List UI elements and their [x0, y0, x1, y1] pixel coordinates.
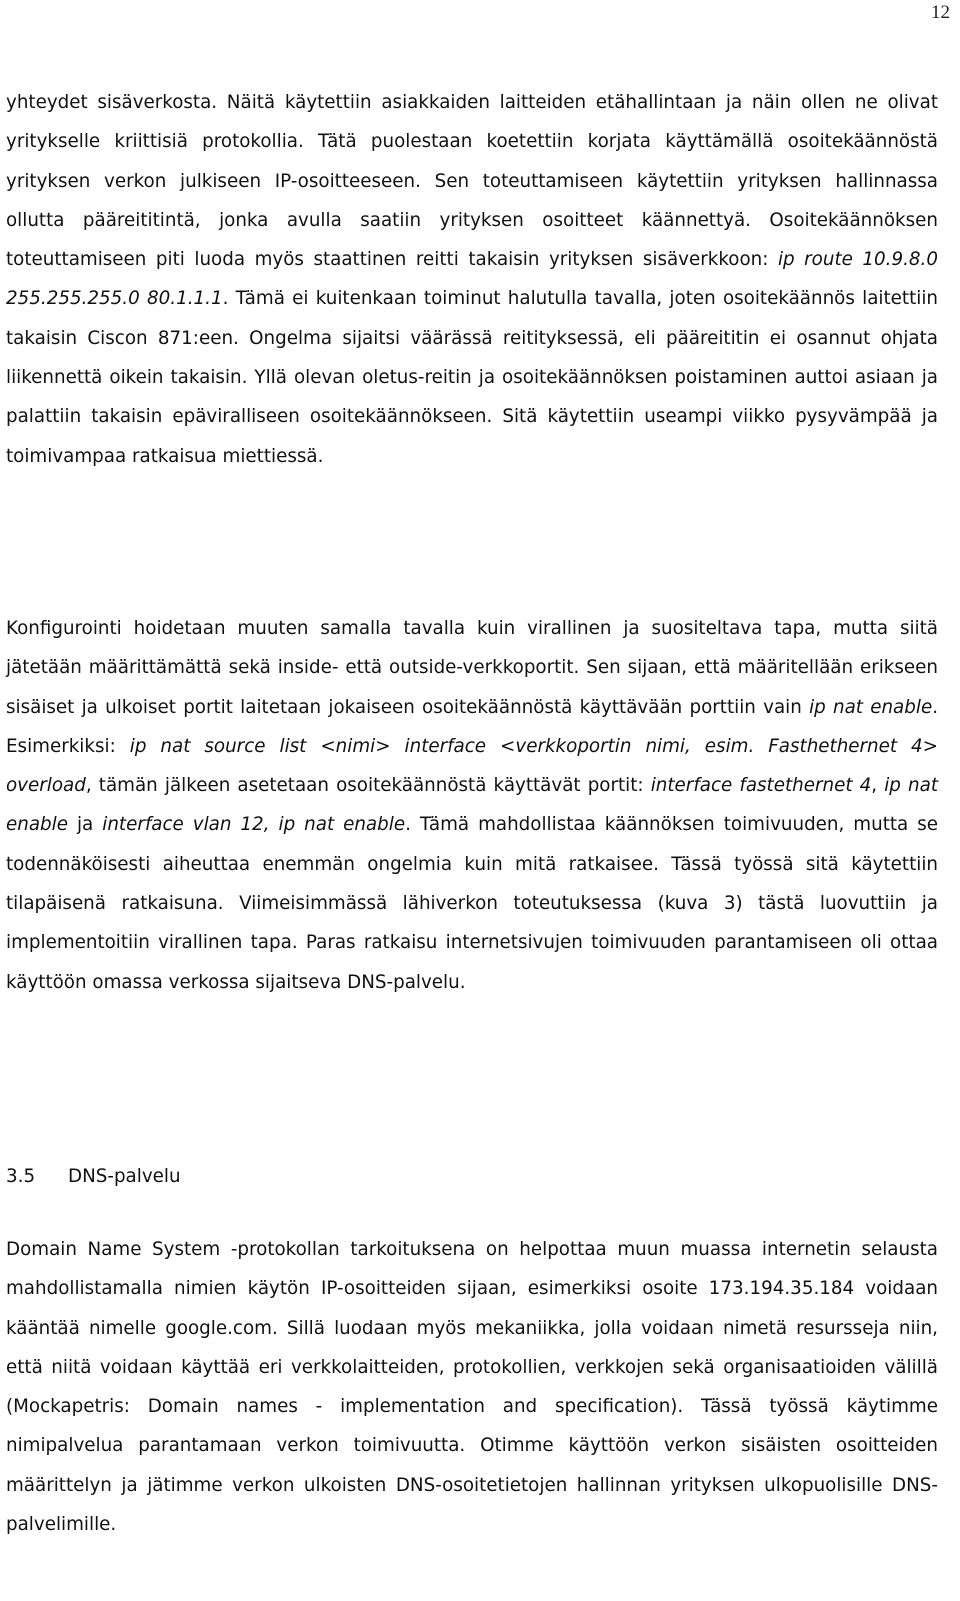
paragraph-nat-routing [6, 83, 938, 476]
command-interface-vlan: interface vlan 12, ip nat enable [102, 814, 406, 836]
page-number: 12 [931, 2, 950, 23]
text-run: . Tämä ei kuitenkaan toiminut halutulla tavalla, joten osoitekäännös laitettiin takaisin Ciscon 871:een. Ongelma sijaitsi väärässä reitityksessä, eli pääreititin ei osannut ohjata liikennettä oikein takaisin. Yllä olevan oletus-reitin ja osoitekäännöksen poistaminen auttoi asiaan ja palattiin takaisin epäviralliseen osoitekäännökseen. Sitä käytettiin useampi viikko pysyvämpää ja toimivampaa ratkaisua miettiessä. [6, 288, 938, 467]
paragraph-nat-configuration [6, 609, 938, 1002]
text-run: , tämän jälkeen asetetaan osoitekäännöstä käyttävät portit: [85, 775, 651, 797]
text-run: . Esimerkiksi: [6, 696, 939, 757]
command-ip-route: ip route 10.9.8.0 255.255.255.0 80.1.1.1 [6, 249, 938, 310]
text-run: yhteydet sisäverkosta. Näitä käytettiin asiakkaiden laitteiden etähallintaan ja näin ollen ne olivat yritykselle kriittisiä protokollia. Tätä puolestaan koetettiin korjata käyttämällä osoitekäännöstä yrityksen verkon julkiseen IP-osoitteeseen. Sen toteuttamiseen käytettiin yrityksen hallinnassa ollutta pääreititintä, jonka avulla saatiin yrityksen osoitteet käännettyä. Osoitekäännöksen toteuttamiseen piti luoda myös staattinen reitti takaisin yrityksen sisäverkkoon: [6, 92, 938, 271]
text-run: . Tämä mahdollistaa käännöksen toimivuuden, mutta se todennäköisesti aiheuttaa enemmän ongelmia kuin mitä ratkaisee. Tässä työssä sitä käytettiin tilapäisenä ratkaisuna. Viimeisimmässä lähiverkon toteutuksessa (kuva 3) tästä luovuttiin ja implementoitiin virallinen tapa. Paras ratkaisu internetsivujen toimivuuden parantamiseen oli ottaa käyttöön omassa verkossa sijaitseva DNS-palvelu. [6, 814, 938, 993]
command-ip-nat-enable: ip nat enable [809, 696, 933, 718]
command-ip-nat-source: ip nat source list <nimi> interface <verkkoportin nimi, esim. Fasthethernet 4> overload [6, 735, 938, 797]
command-ip-nat-enable-2: ip nat enable [6, 775, 938, 836]
text-run: , [871, 775, 885, 797]
section-heading [6, 1157, 181, 1196]
text-run: ja [67, 814, 103, 836]
paragraph-dns: Domain Name System -protokollan tarkoituksena on helpottaa muun muassa internetin selausta mahdollistamalla nimien käytön IP-osoitteiden sijaan, esimerkiksi osoite 173.194.35.184 voidaan kääntää nimelle google.com. Sillä luodaan myös mekaniikka, jolla voidaan nimetä resursseja niin, että niitä voidaan käyttää eri verkkolaitteiden, protokollien, verkkojen sekä organisaatioiden välillä (Mockapetris: Domain names - implementation and specification). Tässä työssä käytimme nimipalvelua parantamaan verkon toimivuutta. Otimme käyttöön verkon sisäisten osoitteiden määrittelyn ja jätimme verkon ulkoisten DNS-osoitetietojen hallinnan yrityksen ulkopuolisille DNS-palvelimille. [6, 1239, 938, 1536]
command-interface-fastethernet: interface fastethernet 4 [650, 775, 872, 797]
text-run: Konfigurointi hoidetaan muuten samalla tavalla kuin virallinen ja suositeltava tapa, mutta siitä jätetään määrittämättä sekä inside- että outside-verkkoportit. Sen sijaan, että määritellään erikseen sisäiset ja ulkoiset portit laitetaan jokaiseen osoitekäännöstä käyttävään porttiin vain [6, 618, 938, 718]
section-number: 3.5 [6, 1166, 36, 1187]
section-title: DNS-palvelu [68, 1166, 181, 1187]
